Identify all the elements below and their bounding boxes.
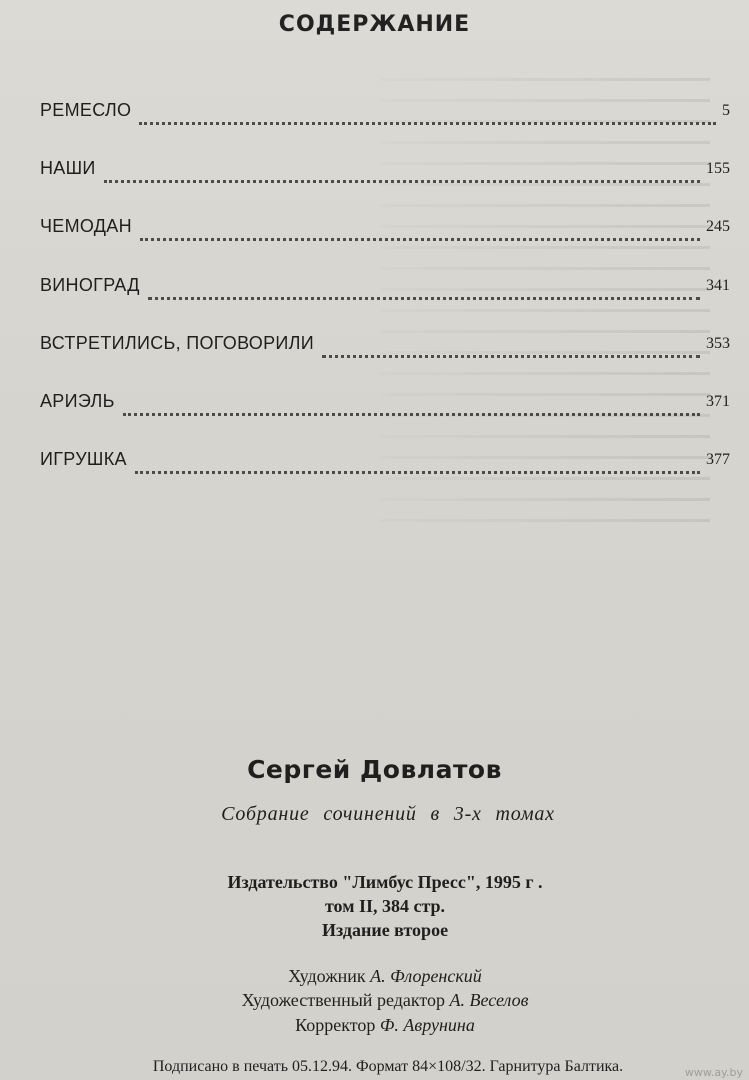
credit-person: А. Веселов	[449, 990, 529, 1010]
toc-entry-page: 245	[706, 218, 730, 236]
toc-entry-page: 353	[706, 334, 730, 352]
toc-entry	[40, 449, 730, 507]
toc-entry-page: 5	[722, 102, 730, 119]
credit-person: А. Флоренский	[370, 966, 482, 986]
toc-entry-title: ВСТРЕТИЛИСЬ, ПОГОВОРИЛИ	[40, 332, 314, 353]
dot-leader	[135, 453, 700, 474]
dot-leader	[322, 337, 700, 358]
volume-line: том II, 384 стр.	[324, 896, 446, 916]
dot-leader	[140, 220, 700, 241]
credit-role: Художник	[288, 966, 366, 986]
toc-entry	[40, 216, 730, 274]
credit-proofreader	[0, 1015, 749, 1036]
toc-entry	[40, 275, 730, 333]
publisher-line: Издательство "Лимбус Пресс", 1995 г .	[227, 872, 543, 892]
toc-entry-title: ВИНОГРАД	[40, 274, 140, 295]
edition-line: Издание второе	[321, 920, 449, 940]
toc-entry-page: 371	[706, 392, 730, 410]
toc-entry-title: НАШИ	[40, 158, 96, 179]
site-watermark: www.ay.by	[684, 1066, 743, 1079]
dot-leader	[148, 279, 700, 300]
toc-entry	[40, 333, 730, 391]
toc-entry-page: 155	[706, 160, 730, 178]
credit-person: Ф. Аврунина	[379, 1015, 475, 1035]
dot-leader	[123, 395, 700, 416]
toc-entry	[40, 391, 730, 449]
toc-entry-title: ЧЕМОДАН	[40, 216, 132, 237]
toc-entry-title: АРИЭЛЬ	[40, 390, 115, 411]
credit-artist	[0, 966, 749, 987]
credit-role: Художественный редактор	[241, 990, 445, 1010]
credit-role: Корректор	[295, 1015, 376, 1035]
toc-entry-page: 377	[706, 451, 730, 469]
print-details: Подписано в печать 05.12.94. Формат 84×108/32. Гарнитура Балтика.	[152, 1058, 624, 1075]
author-name: Сергей Довлатов	[247, 755, 502, 784]
dot-leader	[139, 104, 716, 125]
dot-leader	[104, 162, 700, 183]
toc-entry-title: ИГРУШКА	[40, 449, 127, 470]
credit-art-editor	[0, 990, 749, 1011]
collection-title: Собрание сочинений в 3-х томах	[221, 803, 555, 825]
toc-entry	[40, 158, 730, 216]
toc-entry-page: 341	[706, 276, 730, 294]
toc-list	[40, 100, 730, 507]
toc-entry	[40, 100, 730, 158]
toc-heading: СОДЕРЖАНИЕ	[278, 12, 471, 37]
toc-entry-title: РЕМЕСЛО	[40, 100, 132, 120]
